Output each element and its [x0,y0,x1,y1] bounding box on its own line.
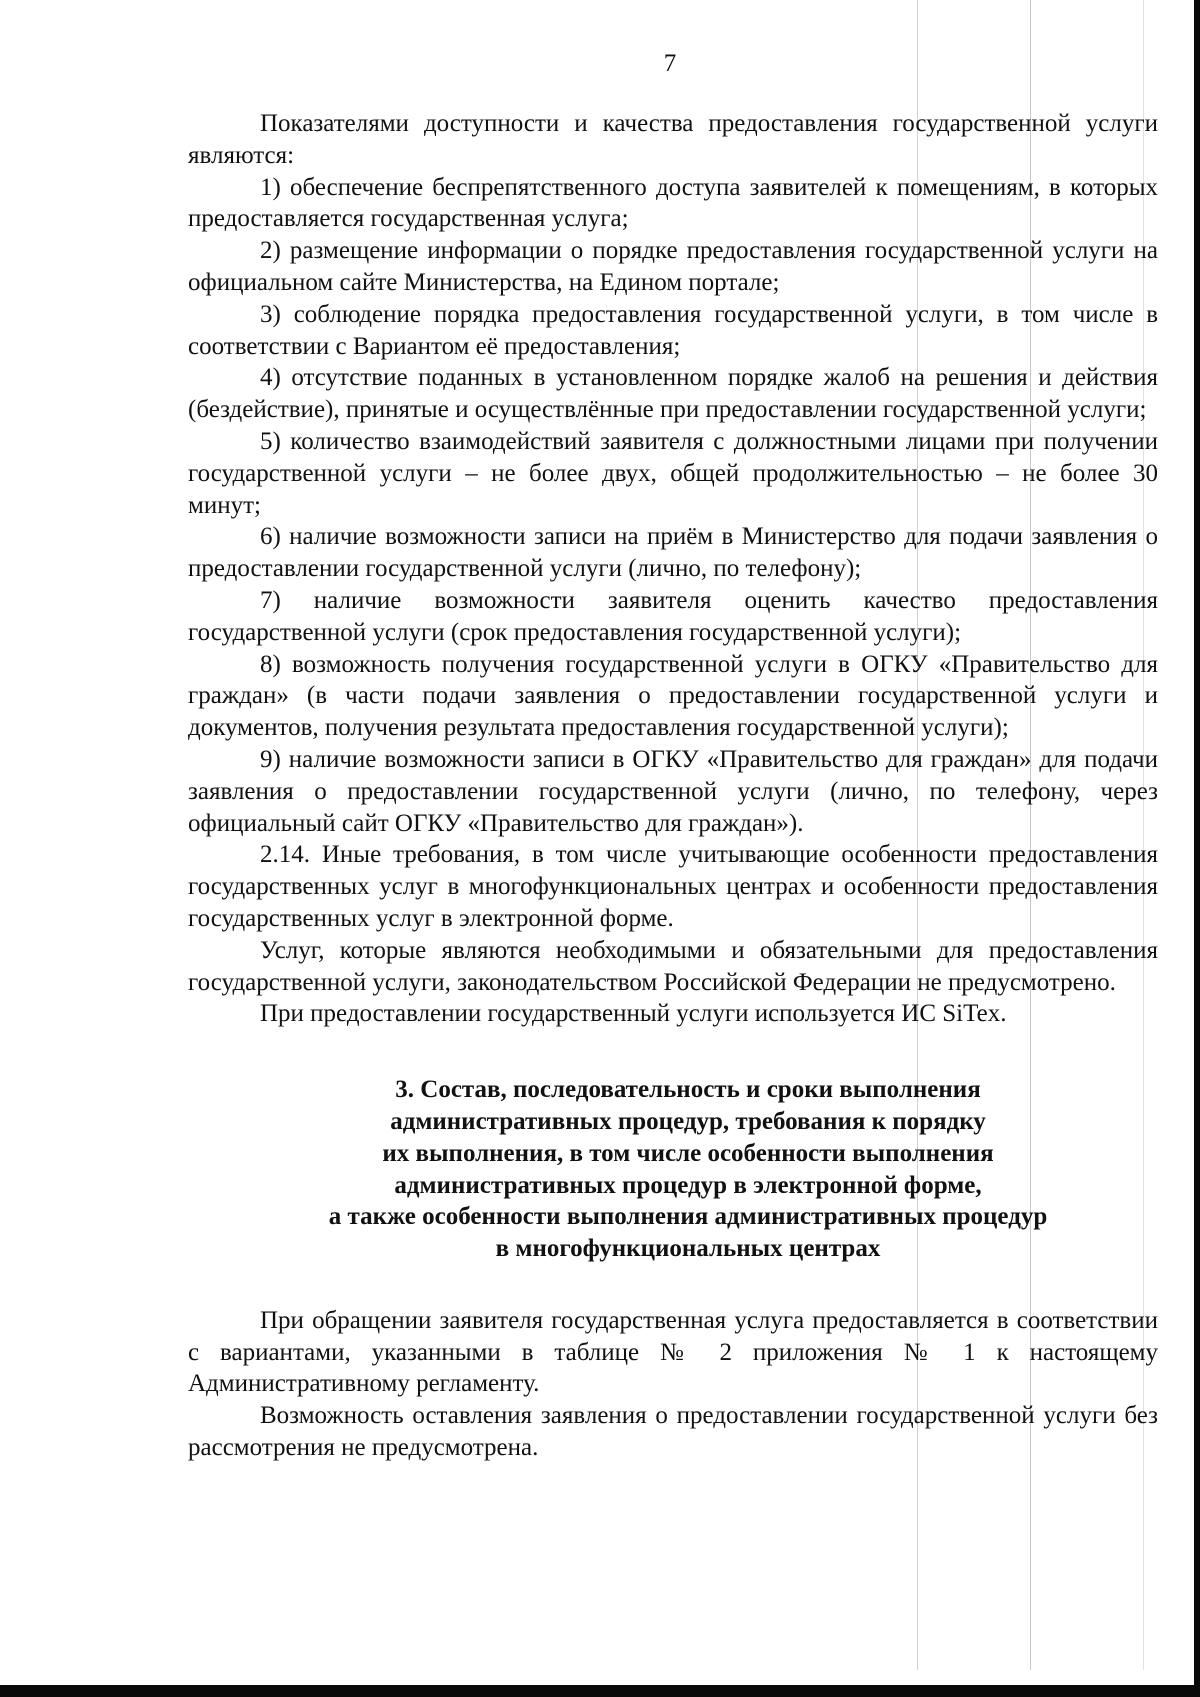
section-heading-line: их выполнения, в том числе особенности выполнения [382,1139,994,1167]
list-item-2: 2) размещение информации о порядке предоставления государственной услуги на официальном сайте Министерства, на Едином портале; [188,237,1158,296]
list-item-8: 8) возможность получения государственной услуги в ОГКУ «Правительство для граждан» (в части подачи заявления о предоставлении государственной услуги и документов, получения результата предоставления государственной услуги); [188,650,1158,742]
paragraph-no-review: Возможность оставления заявления о предоставлении государственной услуги без рассмотрения не предусмотрена. [188,1402,1158,1462]
list-item-7: 7) наличие возможности заявителя оценить качество предоставления государственной услуги (срок предоставления государственной услуги); [188,586,1158,646]
list-item-6: 6) наличие возможности записи на приём в Министерство для подачи заявления о предоставлении государственной услуги (лично, по телефону); [188,523,1158,583]
paragraph-sitex: При предоставлении государственный услуги используется ИС SiTex. [260,1000,1007,1028]
section-heading-line: а также особенности выполнения административных процедур [328,1203,1048,1231]
section-heading-line: административных процедур в электронной форме, [394,1171,982,1199]
section-heading [188,1074,1158,1265]
section-heading-line: административных процедур, требования к порядку [390,1107,986,1135]
list-item-9: 9) наличие возможности записи в ОГКУ «Правительство для граждан» для подачи заявления о предоставлении государственной услуги (лично, по телефону, через официальный сайт ОГКУ «Правительство для граждан»). [188,745,1158,837]
clause-2-14: 2.14. Иные требования, в том числе учитывающие особенности предоставления государственных услуг в многофункциональных центрах и особенности предоставления государственных услуг в электронной форме. [188,841,1158,932]
paragraph-services: Услуг, которые являются необходимыми и обязательными для предоставления государственной услуги, законодательством Российской Федерации не предусмотрено. [188,936,1158,996]
document-body [188,108,1158,1464]
section-heading-line: 3. Состав, последовательность и сроки выполнения [395,1076,981,1104]
paragraph-variants: При обращении заявителя государственная услуга предоставляется в соответствии с вариантами, указанными в таблице № 2 приложения № 1 к настоящему Административному регламенту. [188,1306,1158,1398]
scan-border-right [1194,0,1200,1697]
list-item-4: 4) отсутствие поданных в установленном порядке жалоб на решения и действия (бездействие), принятые и осуществлённые при предоставлении государственной услуги; [188,364,1158,424]
section-heading-line: в многофункциональных центрах [495,1235,881,1263]
list-item-1: 1) обеспечение беспрепятственного доступа заявителей к помещениям, в которых предоставляется государственная услуга; [188,173,1158,233]
list-item-3: 3) соблюдение порядка предоставления государственной услуги, в том числе в соответствии с Вариантом её предоставления; [188,300,1158,360]
list-item-5: 5) количество взаимодействий заявителя с должностными лицами при получении государственной услуги – не более двух, общей продолжительностью – не более 30 минут; [188,427,1158,519]
paragraph-intro: Показателями доступности и качества предоставления государственной услуги являются: [188,110,1158,169]
scan-border-bottom [0,1685,1200,1697]
page-number: 7 [663,50,677,77]
